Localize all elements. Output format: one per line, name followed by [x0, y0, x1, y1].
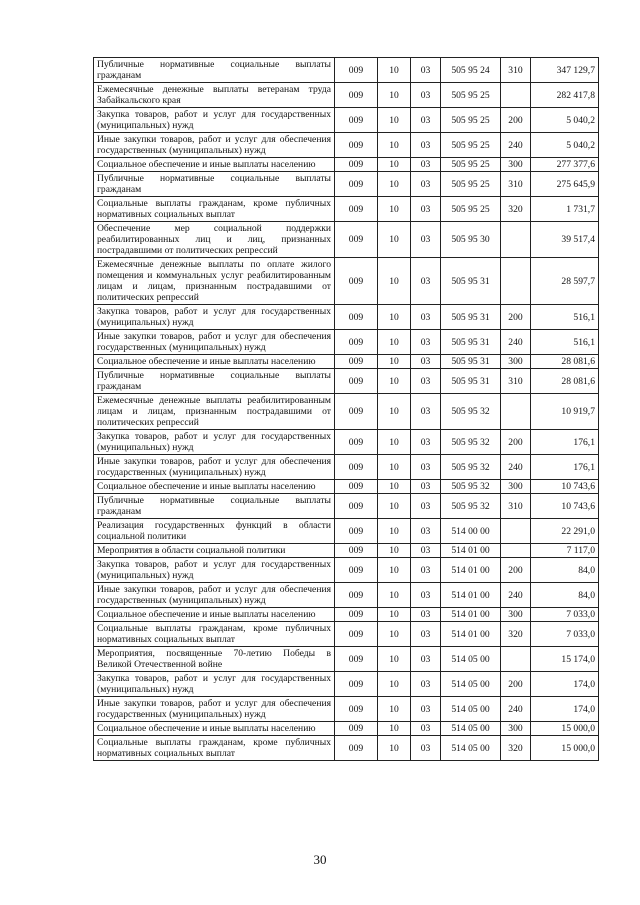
expense-kind-cell [501, 258, 531, 305]
section-code-cell: 10 [378, 58, 411, 83]
expense-kind-cell: 240 [501, 133, 531, 158]
ministry-code-cell: 009 [335, 558, 378, 583]
expense-kind-cell: 200 [501, 108, 531, 133]
section-code-cell: 10 [378, 697, 411, 722]
subsection-code-cell: 03 [411, 622, 441, 647]
section-code-cell: 10 [378, 494, 411, 519]
expense-kind-cell: 320 [501, 622, 531, 647]
row-name-cell: Ежемесячные денежные выплаты реабилитированным лицам и лицам, признанным пострадавшими от политических репрессий [94, 394, 335, 430]
amount-cell: 15 000,0 [531, 722, 599, 736]
section-code-cell: 10 [378, 558, 411, 583]
row-name-cell: Публичные нормативные социальные выплаты гражданам [94, 369, 335, 394]
subsection-code-cell: 03 [411, 58, 441, 83]
amount-cell: 10 743,6 [531, 480, 599, 494]
table-row [94, 480, 599, 494]
ministry-code-cell: 009 [335, 58, 378, 83]
ministry-code-cell: 009 [335, 736, 378, 761]
expense-kind-cell: 300 [501, 608, 531, 622]
ministry-code-cell: 009 [335, 394, 378, 430]
expense-kind-cell: 300 [501, 355, 531, 369]
ministry-code-cell: 009 [335, 583, 378, 608]
table-row [94, 736, 599, 761]
table-row [94, 544, 599, 558]
row-name-cell: Социальные выплаты гражданам, кроме публичных нормативных социальных выплат [94, 736, 335, 761]
ministry-code-cell: 009 [335, 330, 378, 355]
subsection-code-cell: 03 [411, 158, 441, 172]
ministry-code-cell: 009 [335, 672, 378, 697]
subsection-code-cell: 03 [411, 108, 441, 133]
subsection-code-cell: 03 [411, 647, 441, 672]
amount-cell: 7 117,0 [531, 544, 599, 558]
expense-kind-cell [501, 647, 531, 672]
expense-kind-cell: 310 [501, 369, 531, 394]
target-article-cell: 514 05 00 [441, 736, 501, 761]
expense-kind-cell [501, 544, 531, 558]
section-code-cell: 10 [378, 258, 411, 305]
target-article-cell: 514 05 00 [441, 647, 501, 672]
row-name-cell: Социальные выплаты гражданам, кроме публичных нормативных социальных выплат [94, 622, 335, 647]
amount-cell: 176,1 [531, 430, 599, 455]
row-name-cell: Иные закупки товаров, работ и услуг для обеспечения государственных (муниципальных) нужд [94, 133, 335, 158]
expense-kind-cell: 310 [501, 494, 531, 519]
table-row [94, 697, 599, 722]
section-code-cell: 10 [378, 544, 411, 558]
target-article-cell: 514 01 00 [441, 622, 501, 647]
row-name-cell: Закупка товаров, работ и услуг для государственных (муниципальных) нужд [94, 108, 335, 133]
amount-cell: 176,1 [531, 455, 599, 480]
ministry-code-cell: 009 [335, 369, 378, 394]
target-article-cell: 505 95 31 [441, 258, 501, 305]
ministry-code-cell: 009 [335, 544, 378, 558]
target-article-cell: 514 05 00 [441, 697, 501, 722]
subsection-code-cell: 03 [411, 558, 441, 583]
section-code-cell: 10 [378, 736, 411, 761]
table-row [94, 722, 599, 736]
amount-cell: 28 081,6 [531, 355, 599, 369]
expense-kind-cell: 310 [501, 58, 531, 83]
table-row [94, 258, 599, 305]
row-name-cell: Закупка товаров, работ и услуг для государственных (муниципальных) нужд [94, 672, 335, 697]
section-code-cell: 10 [378, 172, 411, 197]
section-code-cell: 10 [378, 369, 411, 394]
section-code-cell: 10 [378, 222, 411, 258]
table-row [94, 222, 599, 258]
amount-cell: 22 291,0 [531, 519, 599, 544]
table-row [94, 355, 599, 369]
expense-kind-cell [501, 222, 531, 258]
expense-kind-cell: 310 [501, 172, 531, 197]
section-code-cell: 10 [378, 83, 411, 108]
subsection-code-cell: 03 [411, 133, 441, 158]
amount-cell: 7 033,0 [531, 608, 599, 622]
target-article-cell: 505 95 25 [441, 108, 501, 133]
expense-kind-cell: 300 [501, 480, 531, 494]
subsection-code-cell: 03 [411, 83, 441, 108]
ministry-code-cell: 009 [335, 258, 378, 305]
row-name-cell: Обеспечение мер социальной поддержки реабилитированных лиц и лиц, признанных пострадавшими от политических репрессий [94, 222, 335, 258]
expense-kind-cell [501, 519, 531, 544]
table-row [94, 83, 599, 108]
table-row [94, 305, 599, 330]
subsection-code-cell: 03 [411, 305, 441, 330]
row-name-cell: Социальное обеспечение и иные выплаты населению [94, 480, 335, 494]
amount-cell: 174,0 [531, 672, 599, 697]
table-row [94, 672, 599, 697]
table-row [94, 108, 599, 133]
ministry-code-cell: 009 [335, 722, 378, 736]
target-article-cell: 505 95 25 [441, 83, 501, 108]
ministry-code-cell: 009 [335, 305, 378, 330]
row-name-cell: Закупка товаров, работ и услуг для государственных (муниципальных) нужд [94, 558, 335, 583]
row-name-cell: Публичные нормативные социальные выплаты гражданам [94, 172, 335, 197]
section-code-cell: 10 [378, 305, 411, 330]
ministry-code-cell: 009 [335, 519, 378, 544]
table-row [94, 622, 599, 647]
row-name-cell: Иные закупки товаров, работ и услуг для обеспечения государственных (муниципальных) нужд [94, 330, 335, 355]
table-row [94, 158, 599, 172]
subsection-code-cell: 03 [411, 197, 441, 222]
subsection-code-cell: 03 [411, 722, 441, 736]
subsection-code-cell: 03 [411, 519, 441, 544]
subsection-code-cell: 03 [411, 608, 441, 622]
table-row [94, 330, 599, 355]
target-article-cell: 505 95 32 [441, 494, 501, 519]
section-code-cell: 10 [378, 430, 411, 455]
subsection-code-cell: 03 [411, 455, 441, 480]
ministry-code-cell: 009 [335, 83, 378, 108]
target-article-cell: 505 95 24 [441, 58, 501, 83]
subsection-code-cell: 03 [411, 394, 441, 430]
target-article-cell: 505 95 25 [441, 172, 501, 197]
ministry-code-cell: 009 [335, 622, 378, 647]
ministry-code-cell: 009 [335, 108, 378, 133]
expense-kind-cell: 240 [501, 697, 531, 722]
target-article-cell: 505 95 25 [441, 197, 501, 222]
expense-kind-cell: 240 [501, 583, 531, 608]
target-article-cell: 514 01 00 [441, 583, 501, 608]
amount-cell: 28 081,6 [531, 369, 599, 394]
table-row [94, 58, 599, 83]
row-name-cell: Иные закупки товаров, работ и услуг для обеспечения государственных (муниципальных) нужд [94, 697, 335, 722]
amount-cell: 39 517,4 [531, 222, 599, 258]
target-article-cell: 514 01 00 [441, 608, 501, 622]
row-name-cell: Мероприятия, посвященные 70-летию Победы в Великой Отечественной войне [94, 647, 335, 672]
expense-kind-cell: 200 [501, 305, 531, 330]
table-row [94, 455, 599, 480]
section-code-cell: 10 [378, 330, 411, 355]
subsection-code-cell: 03 [411, 355, 441, 369]
expense-kind-cell: 320 [501, 736, 531, 761]
target-article-cell: 514 01 00 [441, 558, 501, 583]
subsection-code-cell: 03 [411, 222, 441, 258]
expense-kind-cell: 320 [501, 197, 531, 222]
ministry-code-cell: 009 [335, 172, 378, 197]
row-name-cell: Социальные выплаты гражданам, кроме публичных нормативных социальных выплат [94, 197, 335, 222]
amount-cell: 10 743,6 [531, 494, 599, 519]
amount-cell: 10 919,7 [531, 394, 599, 430]
table-row [94, 494, 599, 519]
amount-cell: 1 731,7 [531, 197, 599, 222]
budget-table-body [94, 58, 599, 761]
expense-kind-cell [501, 83, 531, 108]
subsection-code-cell: 03 [411, 369, 441, 394]
ministry-code-cell: 009 [335, 197, 378, 222]
section-code-cell: 10 [378, 722, 411, 736]
expense-kind-cell: 200 [501, 558, 531, 583]
section-code-cell: 10 [378, 158, 411, 172]
amount-cell: 174,0 [531, 697, 599, 722]
subsection-code-cell: 03 [411, 330, 441, 355]
expense-kind-cell: 240 [501, 330, 531, 355]
table-row [94, 369, 599, 394]
ministry-code-cell: 009 [335, 480, 378, 494]
expense-kind-cell: 200 [501, 672, 531, 697]
target-article-cell: 505 95 31 [441, 369, 501, 394]
section-code-cell: 10 [378, 519, 411, 544]
target-article-cell: 514 05 00 [441, 672, 501, 697]
page-number: 30 [313, 852, 327, 867]
ministry-code-cell: 009 [335, 158, 378, 172]
row-name-cell: Мероприятия в области социальной политики [94, 544, 335, 558]
amount-cell: 84,0 [531, 558, 599, 583]
expense-kind-cell: 200 [501, 430, 531, 455]
row-name-cell: Иные закупки товаров, работ и услуг для обеспечения государственных (муниципальных) нужд [94, 583, 335, 608]
row-name-cell: Социальное обеспечение и иные выплаты населению [94, 158, 335, 172]
section-code-cell: 10 [378, 672, 411, 697]
table-row [94, 519, 599, 544]
ministry-code-cell: 009 [335, 455, 378, 480]
ministry-code-cell: 009 [335, 608, 378, 622]
table-row [94, 197, 599, 222]
subsection-code-cell: 03 [411, 480, 441, 494]
amount-cell: 347 129,7 [531, 58, 599, 83]
expense-kind-cell: 300 [501, 158, 531, 172]
row-name-cell: Социальное обеспечение и иные выплаты населению [94, 722, 335, 736]
row-name-cell: Публичные нормативные социальные выплаты гражданам [94, 58, 335, 83]
target-article-cell: 514 05 00 [441, 722, 501, 736]
table-row [94, 172, 599, 197]
target-article-cell: 505 95 32 [441, 455, 501, 480]
ministry-code-cell: 009 [335, 697, 378, 722]
target-article-cell: 505 95 25 [441, 158, 501, 172]
row-name-cell: Ежемесячные денежные выплаты по оплате жилого помещения и коммунальных услуг реабилитированным лицам и лицам, признанным пострадавшими от политических репрессий [94, 258, 335, 305]
row-name-cell: Закупка товаров, работ и услуг для государственных (муниципальных) нужд [94, 430, 335, 455]
row-name-cell: Закупка товаров, работ и услуг для государственных (муниципальных) нужд [94, 305, 335, 330]
amount-cell: 5 040,2 [531, 108, 599, 133]
target-article-cell: 505 95 32 [441, 480, 501, 494]
target-article-cell: 505 95 32 [441, 430, 501, 455]
target-article-cell: 514 00 00 [441, 519, 501, 544]
amount-cell: 15 000,0 [531, 736, 599, 761]
table-row [94, 394, 599, 430]
subsection-code-cell: 03 [411, 583, 441, 608]
subsection-code-cell: 03 [411, 697, 441, 722]
target-article-cell: 505 95 25 [441, 133, 501, 158]
table-row [94, 558, 599, 583]
expense-kind-cell: 300 [501, 722, 531, 736]
section-code-cell: 10 [378, 480, 411, 494]
section-code-cell: 10 [378, 108, 411, 133]
expense-kind-cell [501, 394, 531, 430]
subsection-code-cell: 03 [411, 172, 441, 197]
amount-cell: 5 040,2 [531, 133, 599, 158]
section-code-cell: 10 [378, 455, 411, 480]
table-row [94, 647, 599, 672]
amount-cell: 277 377,6 [531, 158, 599, 172]
subsection-code-cell: 03 [411, 430, 441, 455]
ministry-code-cell: 009 [335, 430, 378, 455]
section-code-cell: 10 [378, 133, 411, 158]
amount-cell: 28 597,7 [531, 258, 599, 305]
section-code-cell: 10 [378, 647, 411, 672]
subsection-code-cell: 03 [411, 494, 441, 519]
ministry-code-cell: 009 [335, 355, 378, 369]
row-name-cell: Публичные нормативные социальные выплаты гражданам [94, 494, 335, 519]
table-row [94, 430, 599, 455]
amount-cell: 282 417,8 [531, 83, 599, 108]
section-code-cell: 10 [378, 355, 411, 369]
ministry-code-cell: 009 [335, 133, 378, 158]
row-name-cell: Иные закупки товаров, работ и услуг для обеспечения государственных (муниципальных) нужд [94, 455, 335, 480]
target-article-cell: 505 95 32 [441, 394, 501, 430]
row-name-cell: Реализация государственных функций в области социальной политики [94, 519, 335, 544]
row-name-cell: Социальное обеспечение и иные выплаты населению [94, 608, 335, 622]
amount-cell: 516,1 [531, 305, 599, 330]
amount-cell: 275 645,9 [531, 172, 599, 197]
subsection-code-cell: 03 [411, 258, 441, 305]
ministry-code-cell: 009 [335, 494, 378, 519]
row-name-cell: Ежемесячные денежные выплаты ветеранам труда Забайкальского края [94, 83, 335, 108]
budget-table [93, 57, 599, 761]
table-row [94, 583, 599, 608]
section-code-cell: 10 [378, 583, 411, 608]
target-article-cell: 505 95 31 [441, 305, 501, 330]
section-code-cell: 10 [378, 622, 411, 647]
ministry-code-cell: 009 [335, 647, 378, 672]
section-code-cell: 10 [378, 608, 411, 622]
subsection-code-cell: 03 [411, 736, 441, 761]
table-row [94, 133, 599, 158]
amount-cell: 84,0 [531, 583, 599, 608]
amount-cell: 15 174,0 [531, 647, 599, 672]
section-code-cell: 10 [378, 197, 411, 222]
ministry-code-cell: 009 [335, 222, 378, 258]
target-article-cell: 514 01 00 [441, 544, 501, 558]
target-article-cell: 505 95 31 [441, 330, 501, 355]
target-article-cell: 505 95 31 [441, 355, 501, 369]
subsection-code-cell: 03 [411, 672, 441, 697]
amount-cell: 516,1 [531, 330, 599, 355]
target-article-cell: 505 95 30 [441, 222, 501, 258]
table-row [94, 608, 599, 622]
row-name-cell: Социальное обеспечение и иные выплаты населению [94, 355, 335, 369]
amount-cell: 7 033,0 [531, 622, 599, 647]
subsection-code-cell: 03 [411, 544, 441, 558]
expense-kind-cell: 240 [501, 455, 531, 480]
section-code-cell: 10 [378, 394, 411, 430]
